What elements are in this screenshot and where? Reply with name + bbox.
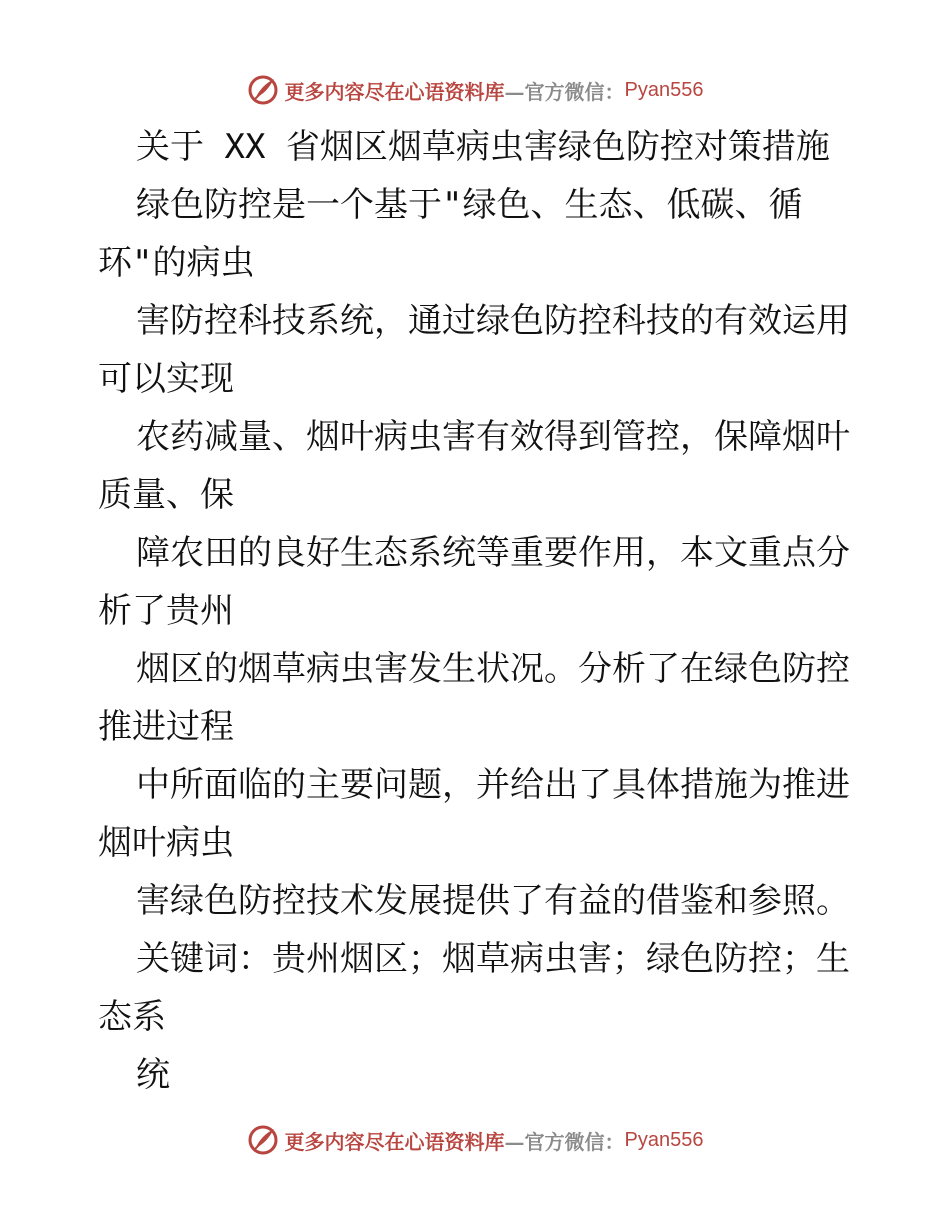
banner-wechat-handle: Pyan556 [624,1128,704,1151]
text-line: 质量、保 [98,475,234,515]
banner-site-text: 更多内容尽在心语资料库 [284,79,505,104]
footer-banner [0,1120,950,1160]
text-line: 绿色防控是一个基于"绿色、生态、低碳、循 [136,185,803,225]
text-line: 害绿色防控技术发展提供了有益的借鉴和参照。 [136,881,850,921]
text-line: 态系 [98,997,166,1037]
text-line: 统 [136,1055,170,1095]
text-line: 烟区的烟草病虫害发生状况。分析了在绿色防控 [136,649,850,689]
text-line: 环"的病虫 [98,243,255,283]
text-line: 可以实现 [98,359,234,399]
text-line: 推进过程 [98,707,234,747]
header-banner [0,70,950,110]
feather-quill-logo-icon [247,1124,279,1156]
text-line: 害防控科技系统，通过绿色防控科技的有效运用 [136,301,850,341]
feather-quill-logo-icon [247,74,279,106]
banner-site-text: 更多内容尽在心语资料库 [284,1129,505,1154]
text-line: 析了贵州 [98,591,234,631]
text-line: 中所面临的主要问题，并给出了具体措施为推进 [136,765,850,805]
text-line: 关于 XX 省烟区烟草病虫害绿色防控对策措施 [136,127,830,167]
text-line: 关键词：贵州烟区；烟草病虫害；绿色防控；生 [136,939,850,979]
text-line: 障农田的良好生态系统等重要作用，本文重点分 [136,533,850,573]
text-line: 农药减量、烟叶病虫害有效得到管控，保障烟叶 [136,417,850,457]
banner-wechat-label: —官方微信： [504,1129,625,1154]
document-body [98,118,858,1104]
text-line: 烟叶病虫 [98,823,234,863]
banner-wechat-label: —官方微信： [504,79,625,104]
banner-wechat-handle: Pyan556 [624,78,704,101]
